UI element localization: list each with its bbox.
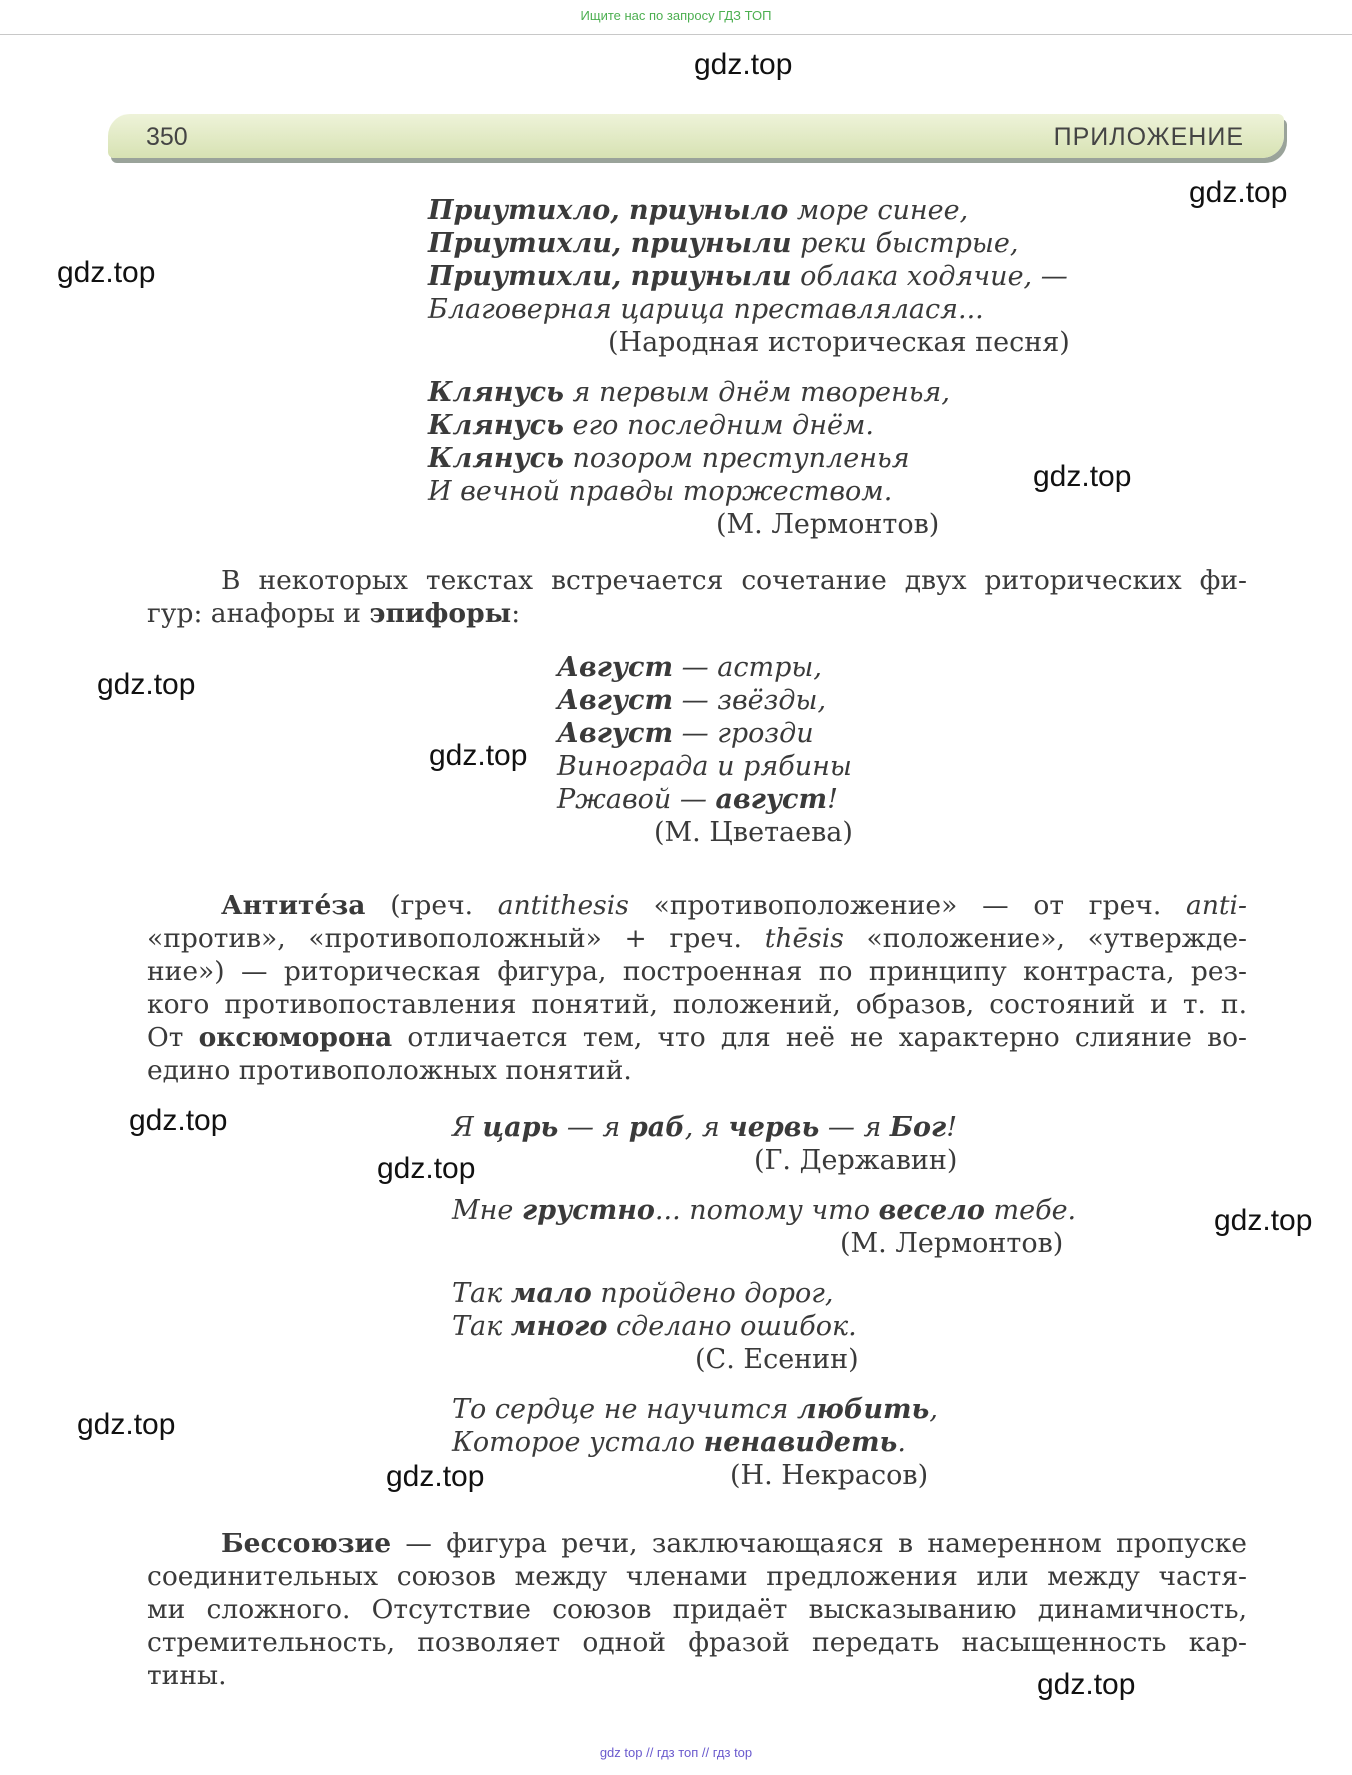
paragraph-text: «противоположение» — от греч. bbox=[628, 890, 1187, 921]
paragraph-text: От bbox=[147, 1022, 199, 1053]
watermark: gdz.top bbox=[386, 1460, 485, 1493]
term-antithesis: Антитéза bbox=[221, 890, 366, 921]
watermark: gdz.top bbox=[57, 256, 156, 289]
term-asyndeton: Бессоюзие bbox=[221, 1528, 392, 1559]
verse-text: Которое устало bbox=[452, 1427, 704, 1458]
verse-source: (М. Лермонтов) bbox=[716, 509, 940, 540]
verse-bold: Август bbox=[557, 685, 674, 716]
top-banner bbox=[0, 0, 1352, 35]
verse-source: (Г. Державин) bbox=[754, 1145, 958, 1176]
paragraph-text: В некоторых текстах встречается сочетание двух риторических фи- bbox=[221, 565, 1247, 596]
verse-text: То сердце не научится bbox=[452, 1394, 798, 1425]
verse-text: позором преступленья bbox=[563, 443, 910, 474]
verse-text: Так bbox=[452, 1311, 511, 1342]
verse-text: пройдено дорог, bbox=[591, 1278, 834, 1309]
paragraph-text: ми сложного. Отсутствие союзов придаёт высказыванию динамичность, bbox=[147, 1594, 1247, 1625]
verse-derzhavin bbox=[452, 1111, 957, 1177]
watermark: gdz.top bbox=[694, 48, 793, 81]
verse-text: реки быстрые, bbox=[791, 228, 1019, 259]
verse-bold: Приутихло, приуныло bbox=[428, 195, 789, 226]
verse-text: Мне bbox=[452, 1195, 522, 1226]
watermark: gdz.top bbox=[1037, 1668, 1136, 1701]
verse-bold: любить bbox=[797, 1394, 930, 1425]
paragraph-text: соединительных союзов между членами предложения или между частя- bbox=[147, 1561, 1247, 1592]
verse-text: сделано ошибок. bbox=[607, 1311, 857, 1342]
verse-source: (С. Есенин) bbox=[695, 1344, 859, 1375]
verse-bold: Клянусь bbox=[428, 443, 564, 474]
verse-text: — астры, bbox=[673, 652, 822, 683]
paragraph-text: «положение», «утвержде- bbox=[843, 923, 1247, 954]
top-banner-text: Ищите нас по запросу ГДЗ ТОП bbox=[580, 8, 772, 23]
verse-bold: весело bbox=[878, 1195, 985, 1226]
paragraph-text: «против», «противоположный» + греч. bbox=[147, 923, 765, 954]
paragraph-text: anti- bbox=[1186, 890, 1247, 921]
watermark: gdz.top bbox=[97, 668, 196, 701]
verse-text: ! bbox=[827, 784, 838, 815]
paragraph-text: — фигура речи, заключающаяся в намеренном пропуске bbox=[391, 1528, 1247, 1559]
verse-text: его последним днём. bbox=[563, 410, 874, 441]
verse-bold: царь bbox=[482, 1112, 559, 1143]
verse-text: Благоверная царица преставлялася... bbox=[428, 294, 984, 325]
verse-text: — я bbox=[819, 1112, 890, 1143]
verse-bold: Приутихли, приуныли bbox=[428, 261, 792, 292]
verse-bold: раб bbox=[628, 1112, 685, 1143]
verse-bold: ненавидеть bbox=[703, 1427, 898, 1458]
term-oxymoron: оксюморона bbox=[198, 1022, 393, 1053]
paragraph-text: гур: анафоры и bbox=[147, 598, 370, 629]
verse-text: — я bbox=[558, 1112, 629, 1143]
paragraph-text: едино противоположных понятий. bbox=[147, 1055, 632, 1086]
verse-text: , я bbox=[684, 1112, 729, 1143]
verse-bold: мало bbox=[510, 1278, 592, 1309]
verse-nekrasov bbox=[452, 1393, 938, 1492]
verse-folk-song bbox=[428, 194, 1070, 359]
verse-bold: Клянусь bbox=[428, 377, 564, 408]
watermark: gdz.top bbox=[1214, 1204, 1313, 1237]
paragraph-text: стремительность, позволяет одной фразой передать насыщенность кар- bbox=[147, 1627, 1247, 1658]
page-number: 350 bbox=[146, 123, 188, 151]
verse-text: облака ходячие, — bbox=[791, 261, 1068, 292]
verse-text: ! bbox=[946, 1112, 958, 1143]
term-epiphora: эпифоры bbox=[369, 598, 512, 629]
verse-text: Я bbox=[452, 1112, 483, 1143]
verse-text: я первым днём творенья, bbox=[563, 377, 950, 408]
verse-text: — грозди bbox=[673, 718, 814, 749]
watermark: gdz.top bbox=[1189, 176, 1288, 209]
verse-text: И вечной правды торжеством. bbox=[428, 476, 893, 507]
watermark: gdz.top bbox=[429, 739, 528, 772]
verse-bold: много bbox=[510, 1311, 608, 1342]
paragraph-text: antithesis bbox=[497, 890, 629, 921]
verse-text: тебе. bbox=[984, 1195, 1077, 1226]
verse-bold: Приутихли, приуныли bbox=[428, 228, 792, 259]
verse-lermontov-2 bbox=[452, 1194, 1076, 1260]
paragraph-text: (греч. bbox=[365, 890, 498, 921]
watermark: gdz.top bbox=[129, 1104, 228, 1137]
paragraph-text: тины. bbox=[147, 1660, 227, 1691]
verse-text: — звёзды, bbox=[673, 685, 827, 716]
verse-bold: Август bbox=[557, 652, 674, 683]
watermark: gdz.top bbox=[77, 1408, 176, 1441]
verse-text: . bbox=[897, 1427, 906, 1458]
verse-bold: Август bbox=[557, 718, 674, 749]
verse-source: (М. Лермонтов) bbox=[840, 1228, 1064, 1259]
watermark: gdz.top bbox=[1033, 460, 1132, 493]
verse-source: (М. Цветаева) bbox=[654, 817, 853, 848]
verse-bold: червь bbox=[728, 1112, 820, 1143]
paragraph-text: кого противопоставления понятий, положений, образов, состояний и т. п. bbox=[147, 989, 1247, 1020]
verse-source: (Н. Некрасов) bbox=[730, 1460, 929, 1491]
paragraph-text: ние») — риторическая фигура, построенная по принципу контраста, рез- bbox=[147, 956, 1247, 987]
verse-bold: август bbox=[715, 784, 828, 815]
verse-text: , bbox=[929, 1394, 938, 1425]
verse-text: море синее, bbox=[788, 195, 969, 226]
verse-source: (Народная историческая песня) bbox=[608, 327, 1070, 358]
verse-lermontov-1 bbox=[428, 376, 950, 541]
paragraph-anaphora-epiphora bbox=[147, 564, 1247, 630]
verse-esenin bbox=[452, 1277, 859, 1376]
paragraph-antithesis bbox=[147, 889, 1247, 1087]
verse-text: Так bbox=[452, 1278, 511, 1309]
section-title: ПРИЛОЖЕНИЕ bbox=[1053, 123, 1244, 151]
verse-bold: Клянусь bbox=[428, 410, 564, 441]
paragraph-text: : bbox=[511, 598, 521, 629]
verse-tsvetaeva bbox=[557, 651, 853, 849]
bottom-banner: gdz top // гдз топ // гдз top bbox=[599, 1745, 753, 1760]
paragraph-text: thēsis bbox=[764, 923, 844, 954]
verse-bold: грустно bbox=[522, 1195, 655, 1226]
page-header bbox=[108, 114, 1284, 158]
paragraph-text: отличается тем, что для неё не характерно слияние во- bbox=[392, 1022, 1247, 1053]
verse-text: Винограда и рябины bbox=[557, 751, 852, 782]
watermark: gdz.top bbox=[377, 1152, 476, 1185]
verse-text: Ржавой — bbox=[557, 784, 716, 815]
verse-bold: Бог bbox=[889, 1112, 947, 1143]
verse-text: ... потому что bbox=[654, 1195, 879, 1226]
